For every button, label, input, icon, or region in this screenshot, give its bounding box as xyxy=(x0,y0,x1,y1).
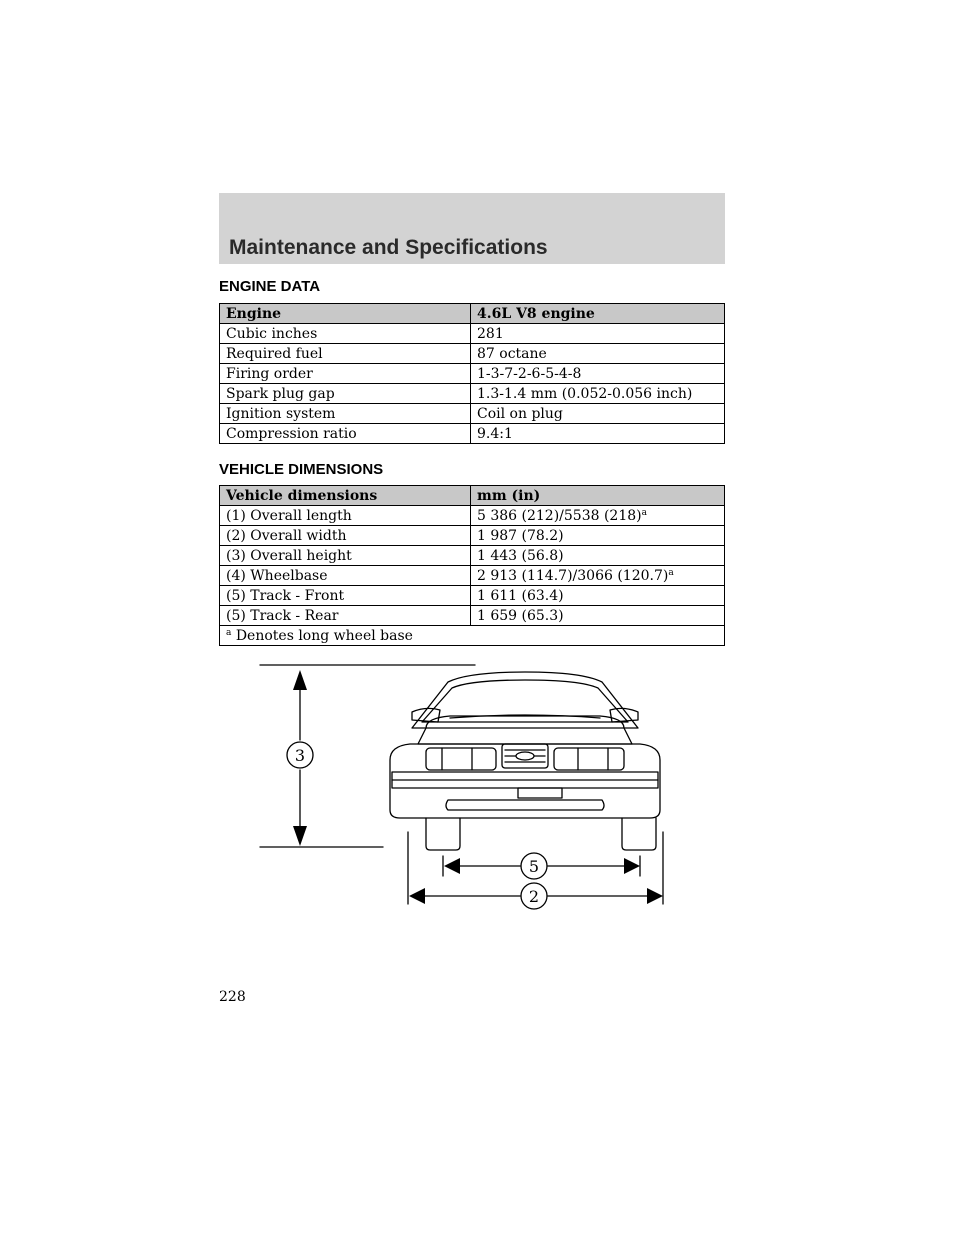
engine-data-table xyxy=(219,303,725,444)
callout-track-label: 5 xyxy=(528,857,540,876)
table-cell: 87 octane xyxy=(471,344,725,364)
table-cell: (3) Overall height xyxy=(220,546,471,566)
section-header xyxy=(219,193,725,264)
table-row xyxy=(220,586,725,606)
table-cell: Ignition system xyxy=(220,404,471,424)
table-row xyxy=(220,526,725,546)
table-cell: 1 659 (65.3) xyxy=(471,606,725,626)
table-cell: (5) Track - Rear xyxy=(220,606,471,626)
left-tire xyxy=(426,818,460,850)
table-row xyxy=(220,606,725,626)
emblem xyxy=(516,752,534,760)
table-header-cell: Vehicle dimensions xyxy=(220,486,471,506)
right-tire xyxy=(622,818,656,850)
table-cell: Firing order xyxy=(220,364,471,384)
arrow-up-icon xyxy=(293,670,307,690)
table-row xyxy=(220,324,725,344)
table-row xyxy=(220,384,725,404)
footnote-text: Denotes long wheel base xyxy=(235,627,413,644)
table-cell: Required fuel xyxy=(220,344,471,364)
table-cell: (2) Overall width xyxy=(220,526,471,546)
table-cell: (1) Overall length xyxy=(220,506,471,526)
engine-data-heading: ENGINE DATA xyxy=(219,278,321,295)
table-footnote xyxy=(220,626,725,646)
page-number: 228 xyxy=(219,989,246,1005)
table-cell: 1.3-1.4 mm (0.052-0.056 inch) xyxy=(471,384,725,404)
footnote-marker: a xyxy=(668,567,674,578)
table-cell xyxy=(471,506,725,526)
table-header-cell: Engine xyxy=(220,304,471,324)
arrow-right-icon xyxy=(624,858,640,874)
table-cell: 1-3-7-2-6-5-4-8 xyxy=(471,364,725,384)
table-cell: 281 xyxy=(471,324,725,344)
table-cell: (4) Wheelbase xyxy=(220,566,471,586)
right-headlamp xyxy=(554,748,624,770)
footnote-marker: a xyxy=(226,627,232,638)
section-title: Maintenance and Specifications xyxy=(229,236,548,259)
table-row xyxy=(220,546,725,566)
arrow-left-icon xyxy=(444,858,460,874)
table-cell: (5) Track - Front xyxy=(220,586,471,606)
table-cell: Coil on plug xyxy=(471,404,725,424)
table-cell: 1 611 (63.4) xyxy=(471,586,725,606)
arrow-down-icon xyxy=(293,826,307,846)
table-row xyxy=(220,364,725,384)
table-header-row xyxy=(220,304,725,324)
table-header-cell: 4.6L V8 engine xyxy=(471,304,725,324)
table-cell: Cubic inches xyxy=(220,324,471,344)
table-cell xyxy=(471,566,725,586)
callout-height-label: 3 xyxy=(294,746,306,765)
table-header-cell: mm (in) xyxy=(471,486,725,506)
table-row xyxy=(220,566,725,586)
footnote-marker: a xyxy=(641,507,647,518)
left-headlamp xyxy=(426,748,496,770)
table-cell: Spark plug gap xyxy=(220,384,471,404)
table-row xyxy=(220,404,725,424)
table-row xyxy=(220,344,725,364)
table-row xyxy=(220,424,725,444)
vehicle-front-diagram xyxy=(250,660,680,920)
hood xyxy=(418,716,632,744)
vehicle-dimensions-table xyxy=(219,485,725,646)
table-header-row xyxy=(220,486,725,506)
arrow-right-icon xyxy=(647,888,663,904)
arrow-left-icon xyxy=(409,888,425,904)
callout-width-label: 2 xyxy=(528,887,540,906)
license-plate xyxy=(518,788,562,798)
cell-value: 2 913 (114.7)/3066 (120.7) xyxy=(477,567,669,584)
vehicle-dimensions-heading: VEHICLE DIMENSIONS xyxy=(219,461,384,478)
table-row xyxy=(220,506,725,526)
table-footnote-row xyxy=(220,626,725,646)
lower-grille xyxy=(446,800,604,810)
table-cell: 1 443 (56.8) xyxy=(471,546,725,566)
table-cell: 9.4:1 xyxy=(471,424,725,444)
cell-value: 5 386 (212)/5538 (218) xyxy=(477,507,642,524)
table-cell: Compression ratio xyxy=(220,424,471,444)
table-cell: 1 987 (78.2) xyxy=(471,526,725,546)
